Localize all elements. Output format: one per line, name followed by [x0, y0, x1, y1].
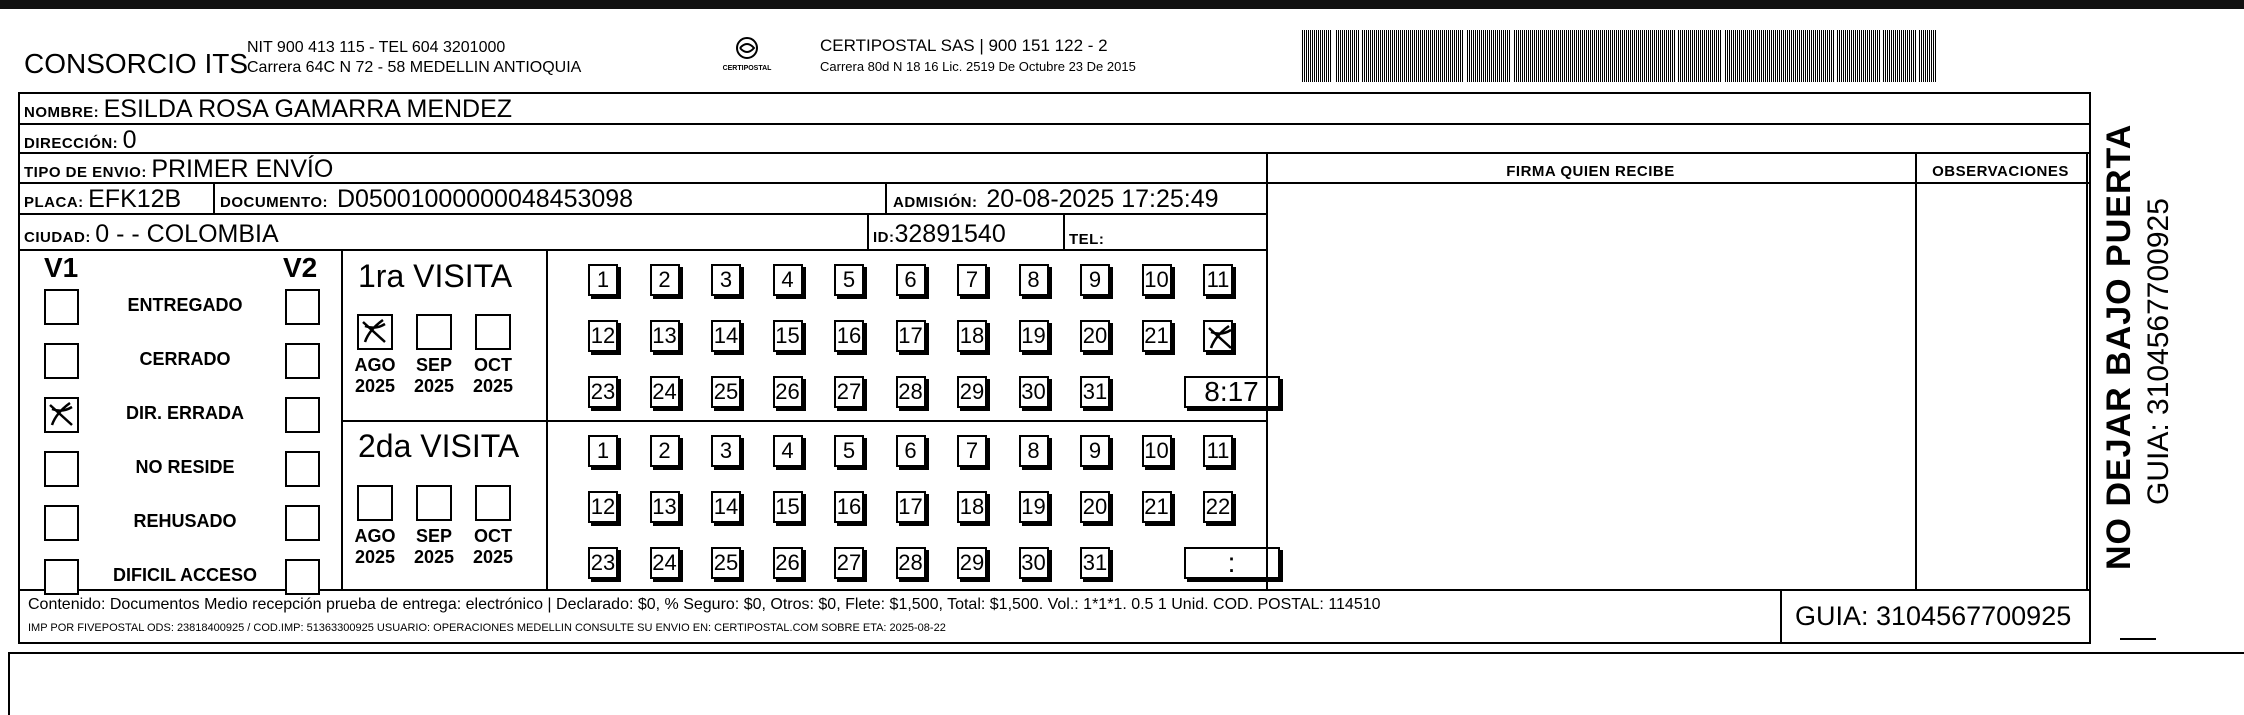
month-checkbox[interactable] — [357, 314, 393, 350]
v1-checkbox-rehusado[interactable] — [44, 505, 79, 541]
top-bar — [0, 0, 2244, 9]
day-box-5[interactable]: 5 — [834, 264, 864, 296]
side-dash — [2120, 638, 2156, 640]
month-checkbox[interactable] — [416, 314, 452, 350]
direccion-row: DIRECCIÓN: 0 — [24, 126, 137, 154]
day-box-20[interactable]: 20 — [1080, 320, 1110, 352]
v2-checkbox-no-reside[interactable] — [285, 451, 320, 487]
footer-guia: GUIA: 3104567700925 — [1795, 601, 2072, 631]
tipo-value: PRIMER ENVÍO — [151, 155, 334, 183]
day-box-27[interactable]: 27 — [834, 547, 864, 579]
documento-value: D05001000000048453098 — [336, 185, 634, 213]
day-box-17[interactable]: 17 — [896, 320, 926, 352]
v1-label: V1 — [44, 252, 79, 283]
carrier-logo: CERTIPOSTAL — [712, 36, 782, 72]
visit2-title: 2da VISITA — [358, 428, 520, 464]
day-box-5[interactable]: 5 — [834, 435, 864, 467]
status-label: CERRADO — [139, 349, 231, 369]
day-box-2[interactable]: 2 — [650, 435, 680, 467]
day-box-9[interactable]: 9 — [1080, 435, 1110, 467]
month-label: SEP 2025 — [413, 526, 455, 567]
status-label: REHUSADO — [133, 511, 237, 531]
day-box-24[interactable]: 24 — [650, 376, 680, 408]
day-box-17[interactable]: 17 — [896, 491, 926, 523]
day-box-22[interactable]: 22 — [1203, 491, 1233, 523]
day-box-6[interactable]: 6 — [896, 435, 926, 467]
day-box-16[interactable]: 16 — [834, 491, 864, 523]
v1-checkbox-cerrado[interactable] — [44, 343, 79, 379]
tipo-row: TIPO DE ENVIO: PRIMER ENVÍO — [24, 155, 334, 183]
day-box-19[interactable]: 19 — [1019, 491, 1049, 523]
nombre-value: ESILDA ROSA GAMARRA MENDEZ — [103, 95, 513, 123]
day-box-22[interactable] — [1203, 320, 1233, 352]
status-label: DIFICIL ACCESO — [112, 565, 257, 585]
company-info: NIT 900 413 115 - TEL 604 3201000 Carrera 64C N 72 - 58 MEDELLIN ANTIOQUIA — [247, 39, 582, 76]
day-box-28[interactable]: 28 — [896, 547, 926, 579]
v1-checkbox-dir-errada[interactable] — [44, 397, 79, 433]
day-box-3[interactable]: 3 — [711, 435, 741, 467]
day-box-23[interactable]: 23 — [588, 547, 618, 579]
month-label: AGO 2025 — [354, 355, 396, 396]
day-box-4[interactable]: 4 — [773, 435, 803, 467]
day-box-25[interactable]: 25 — [711, 376, 741, 408]
month-label: SEP 2025 — [413, 355, 455, 396]
day-box-20[interactable]: 20 — [1080, 491, 1110, 523]
day-box-16[interactable]: 16 — [834, 320, 864, 352]
day-box-8[interactable]: 8 — [1019, 435, 1049, 467]
id-row: ID:32891540 — [873, 220, 1006, 248]
day-box-27[interactable]: 27 — [834, 376, 864, 408]
status-label: ENTREGADO — [127, 295, 243, 315]
month-checkbox[interactable] — [416, 485, 452, 521]
day-box-29[interactable]: 29 — [957, 376, 987, 408]
time-box[interactable]: 8:17 — [1184, 376, 1280, 408]
logo-icon — [732, 36, 762, 60]
v1-checkbox-entregado[interactable] — [44, 289, 79, 325]
side-guia: GUIA: 3104567700925 — [2142, 198, 2175, 505]
v2-checkbox-cerrado[interactable] — [285, 343, 320, 379]
day-box-11[interactable]: 11 — [1203, 264, 1233, 296]
day-box-25[interactable]: 25 — [711, 547, 741, 579]
firma-label: FIRMA QUIEN RECIBE — [1506, 163, 1675, 180]
day-box-31[interactable]: 31 — [1080, 376, 1110, 408]
nombre-row: NOMBRE: ESILDA ROSA GAMARRA MENDEZ — [24, 95, 513, 123]
v2-label: V2 — [283, 252, 318, 283]
day-box-3[interactable]: 3 — [711, 264, 741, 296]
day-box-9[interactable]: 9 — [1080, 264, 1110, 296]
day-box-7[interactable]: 7 — [957, 435, 987, 467]
day-box-28[interactable]: 28 — [896, 376, 926, 408]
side-notice: NO DEJAR BAJO PUERTA — [2100, 123, 2138, 570]
day-box-6[interactable]: 6 — [896, 264, 926, 296]
placa-row: PLACA: EFK12B — [24, 185, 182, 213]
day-box-26[interactable]: 26 — [773, 547, 803, 579]
day-box-4[interactable]: 4 — [773, 264, 803, 296]
day-box-13[interactable]: 13 — [650, 491, 680, 523]
day-box-30[interactable]: 30 — [1019, 547, 1049, 579]
day-box-23[interactable]: 23 — [588, 376, 618, 408]
day-box-11[interactable]: 11 — [1203, 435, 1233, 467]
admision-row: ADMISIÓN: 20-08-2025 17:25:49 — [893, 185, 1219, 213]
day-box-1[interactable]: 1 — [588, 264, 618, 296]
barcode — [1300, 30, 1940, 82]
day-box-1[interactable]: 1 — [588, 435, 618, 467]
placa-value: EFK12B — [88, 185, 182, 213]
month-checkbox[interactable] — [475, 314, 511, 350]
direccion-value: 0 — [122, 126, 137, 154]
day-box-30[interactable]: 30 — [1019, 376, 1049, 408]
day-box-19[interactable]: 19 — [1019, 320, 1049, 352]
carrier-info: CERTIPOSTAL SAS | 900 151 122 - 2 Carrera 80d N 18 16 Lic. 2519 De Octubre 23 De 2015 — [820, 36, 1136, 74]
day-box-15[interactable]: 15 — [773, 491, 803, 523]
status-label: NO RESIDE — [135, 457, 235, 477]
day-box-7[interactable]: 7 — [957, 264, 987, 296]
month-label: OCT 2025 — [472, 526, 514, 567]
ciudad-row: CIUDAD: 0 - - COLOMBIA — [24, 220, 279, 248]
id-value: 32891540 — [894, 220, 1006, 248]
v1-checkbox-no-reside[interactable] — [44, 451, 79, 487]
company-name: CONSORCIO ITS — [24, 48, 249, 79]
day-box-13[interactable]: 13 — [650, 320, 680, 352]
day-box-18[interactable]: 18 — [957, 491, 987, 523]
day-box-2[interactable]: 2 — [650, 264, 680, 296]
month-checkbox[interactable] — [475, 485, 511, 521]
month-label: AGO 2025 — [354, 526, 396, 567]
footer-print-info: IMP POR FIVEPOSTAL ODS: 23818400925 / COD.IMP: 51363300925 USUARIO: OPERACIONES MEDELLIN CONSULTE SU ENVIO EN: CERTIPOSTAL.COM SOBRE ETA: 2025-08-22 — [28, 622, 946, 634]
documento-row: DOCUMENTO: D05001000000048453098 — [220, 185, 634, 213]
day-box-26[interactable]: 26 — [773, 376, 803, 408]
v2-checkbox-dir-errada[interactable] — [285, 397, 320, 433]
day-box-12[interactable]: 12 — [588, 320, 618, 352]
v1-checkbox-dificil-acceso[interactable] — [44, 559, 79, 595]
day-box-8[interactable]: 8 — [1019, 264, 1049, 296]
day-box-14[interactable]: 14 — [711, 491, 741, 523]
visit1-title: 1ra VISITA — [358, 258, 513, 294]
month-label: OCT 2025 — [472, 355, 514, 396]
day-box-21[interactable]: 21 — [1142, 320, 1172, 352]
tel-row: TEL: — [1069, 231, 1105, 248]
day-box-21[interactable]: 21 — [1142, 491, 1172, 523]
day-box-24[interactable]: 24 — [650, 547, 680, 579]
status-label: DIR. ERRADA — [125, 403, 244, 423]
v2-checkbox-entregado[interactable] — [285, 289, 320, 325]
day-box-29[interactable]: 29 — [957, 547, 987, 579]
admision-value: 20-08-2025 17:25:49 — [986, 185, 1219, 213]
v2-checkbox-rehusado[interactable] — [285, 505, 320, 541]
day-box-18[interactable]: 18 — [957, 320, 987, 352]
time-box[interactable]: : — [1184, 547, 1280, 579]
ciudad-value: 0 - - COLOMBIA — [95, 220, 279, 248]
month-checkbox[interactable] — [357, 485, 393, 521]
day-box-31[interactable]: 31 — [1080, 547, 1110, 579]
day-box-10[interactable]: 10 — [1142, 264, 1172, 296]
day-box-12[interactable]: 12 — [588, 491, 618, 523]
footer-content: Contenido: Documentos Medio recepción prueba de entrega: electrónico | Declarado: $0, % Seguro: $0, Otros: $0, Flete: $1,500, Total: $1,500. Vol.: 1*1*1. 0.5 1 Unid. COD. POSTAL: 114510 — [28, 596, 1381, 613]
v2-checkbox-dificil-acceso[interactable] — [285, 559, 320, 595]
observaciones-label: OBSERVACIONES — [1932, 163, 2069, 180]
day-box-15[interactable]: 15 — [773, 320, 803, 352]
day-box-14[interactable]: 14 — [711, 320, 741, 352]
day-box-10[interactable]: 10 — [1142, 435, 1172, 467]
